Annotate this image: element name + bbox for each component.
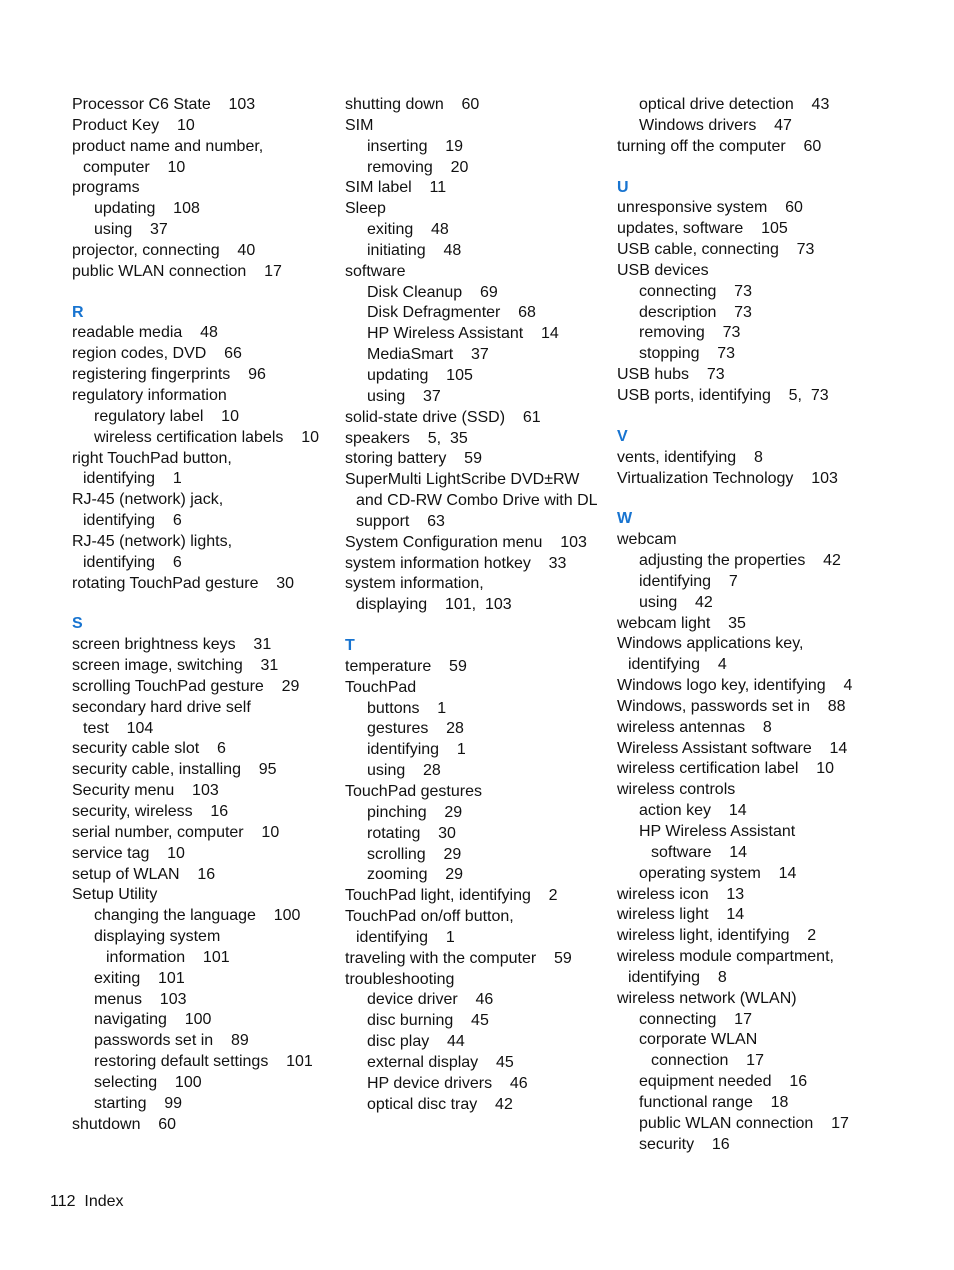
page-number: 112: [50, 1193, 76, 1210]
index-subentry: navigating 100: [94, 1011, 212, 1029]
index-entry: wireless light 14: [617, 906, 745, 924]
section-gap: [72, 594, 334, 614]
index-subentry: passwords set in 89: [94, 1032, 249, 1050]
index-entry: vents, identifying 8: [617, 448, 763, 466]
index-entry: software: [345, 262, 406, 280]
index-subentry: rotating 30: [367, 824, 456, 842]
index-subentry: HP Wireless Assistant: [639, 823, 796, 840]
index-entry: System Configuration menu 103: [345, 533, 587, 551]
index-subentry: exiting 48: [367, 221, 449, 239]
index-entry: USB hubs 73: [617, 366, 725, 384]
index-subentry: Disk Cleanup 69: [367, 283, 498, 301]
section-gap: [617, 158, 917, 178]
index-column-1: [72, 95, 334, 1136]
index-subentry: restoring default settings 101: [94, 1053, 313, 1071]
index-subentry: zooming 29: [367, 866, 464, 884]
index-entry: SIM label 11: [345, 179, 447, 197]
index-entry: troubleshooting: [345, 970, 455, 988]
index-entry: right TouchPad button,: [72, 449, 232, 467]
index-letter-heading: T: [345, 637, 355, 655]
index-entry-continuation: test 104: [83, 719, 154, 737]
index-entry-continuation: support 63: [356, 512, 445, 530]
index-letter-heading: U: [617, 178, 629, 196]
index-entry: secondary hard drive self: [72, 698, 251, 716]
index-subentry: selecting 100: [94, 1073, 202, 1091]
index-entry: projector, connecting 40: [72, 241, 256, 259]
index-entry: TouchPad gestures: [345, 783, 482, 800]
index-entry: speakers 5, 35: [345, 429, 468, 447]
section-gap: [617, 489, 917, 509]
index-entry: setup of WLAN 16: [72, 865, 216, 883]
index-entry: Security menu 103: [72, 782, 219, 800]
index-entry-continuation: displaying 101, 103: [356, 596, 512, 614]
index-subentry: disc play 44: [367, 1033, 465, 1051]
index-subentry: removing 20: [367, 158, 469, 176]
index-column-3: [617, 95, 917, 1156]
index-subentry: adjusting the properties 42: [639, 552, 841, 570]
index-entry: programs: [72, 179, 140, 197]
index-subentry: removing 73: [639, 324, 741, 342]
page-footer: [50, 1192, 124, 1212]
index-entry: screen brightness keys 31: [72, 636, 272, 654]
index-entry: temperature 59: [345, 657, 467, 675]
index-entry: TouchPad: [345, 678, 417, 696]
index-entry: webcam light 35: [617, 614, 746, 632]
index-entry: regulatory information: [72, 386, 227, 404]
index-subentry: functional range 18: [639, 1093, 789, 1111]
index-entry: wireless controls: [617, 781, 736, 799]
index-entry: wireless module compartment,: [617, 948, 834, 966]
index-subentry: exiting 101: [94, 969, 185, 987]
index-subentry: initiating 48: [367, 241, 462, 259]
index-entry: RJ-45 (network) jack,: [72, 491, 224, 509]
index-subentry: external display 45: [367, 1053, 514, 1071]
index-subentry: wireless certification labels 10: [94, 428, 319, 446]
index-entry: wireless light, identifying 2: [617, 927, 817, 945]
index-entry: Product Key 10: [72, 116, 195, 134]
index-subentry: connecting 73: [639, 282, 752, 300]
index-entry: security cable, installing 95: [72, 761, 277, 779]
index-subentry: optical disc tray 42: [367, 1095, 513, 1113]
index-subentry: changing the language 100: [94, 907, 301, 925]
section-gap: [72, 283, 334, 303]
index-entry: Processor C6 State 103: [72, 96, 256, 113]
index-entry: SuperMulti LightScribe DVD±RW: [345, 471, 580, 489]
index-entry-continuation: identifying 4: [628, 656, 727, 674]
index-entry: system information,: [345, 575, 484, 593]
index-subentry: security 16: [639, 1135, 730, 1153]
index-subentry: Disk Defragmenter 68: [367, 304, 536, 322]
index-subentry: using 37: [94, 221, 168, 239]
index-entry-continuation: identifying 1: [356, 928, 455, 946]
index-subentry: stopping 73: [639, 345, 736, 363]
index-subentry: updating 105: [367, 366, 473, 384]
index-entry: serial number, computer 10: [72, 823, 280, 841]
index-entry: USB devices: [617, 261, 709, 279]
index-entry: wireless certification label 10: [617, 760, 834, 778]
index-subentry: updating 108: [94, 200, 200, 218]
index-entry: shutdown 60: [72, 1115, 177, 1133]
index-entry: solid-state drive (SSD) 61: [345, 408, 541, 426]
index-subentry: MediaSmart 37: [367, 346, 489, 364]
index-subentry: description 73: [639, 303, 752, 321]
index-entry: Virtualization Technology 103: [617, 469, 838, 487]
index-letter-heading: V: [617, 427, 628, 445]
index-entry-continuation: and CD-RW Combo Drive with DL: [356, 492, 598, 510]
index-entry: wireless network (WLAN): [617, 989, 797, 1007]
index-entry: security cable slot 6: [72, 740, 226, 758]
index-entry-continuation: connection 17: [651, 1052, 764, 1070]
index-subentry: HP Wireless Assistant 14: [367, 325, 559, 343]
index-entry: Windows logo key, identifying 4: [617, 677, 853, 695]
index-entry: TouchPad light, identifying 2: [345, 887, 558, 905]
index-entry: wireless icon 13: [617, 885, 745, 903]
index-subentry: operating system 14: [639, 864, 797, 882]
index-subentry: corporate WLAN: [639, 1031, 758, 1049]
index-entry: storing battery 59: [345, 450, 482, 468]
index-entry: TouchPad on/off button,: [345, 908, 514, 926]
index-subentry: optical drive detection 43: [639, 96, 830, 113]
index-entry: rotating TouchPad gesture 30: [72, 574, 295, 592]
index-entry: Windows applications key,: [617, 635, 804, 653]
index-subentry: equipment needed 16: [639, 1073, 808, 1091]
index-entry: service tag 10: [72, 844, 185, 862]
index-letter-heading: W: [617, 510, 633, 528]
section-gap: [345, 616, 607, 636]
index-subentry: inserting 19: [367, 137, 464, 155]
index-subentry: menus 103: [94, 990, 187, 1008]
index-subentry: action key 14: [639, 802, 747, 820]
index-entry: wireless antennas 8: [617, 718, 772, 736]
index-subentry: connecting 17: [639, 1010, 752, 1028]
index-entry: SIM: [345, 116, 374, 134]
index-subentry: using 37: [367, 387, 441, 405]
index-entry: Setup Utility: [72, 886, 158, 904]
index-entry: unresponsive system 60: [617, 199, 803, 217]
index-entry-continuation: information 101: [106, 948, 230, 966]
index-subentry: starting 99: [94, 1094, 183, 1112]
index-entry: USB ports, identifying 5, 73: [617, 386, 829, 404]
index-entry: system information hotkey 33: [345, 554, 567, 572]
index-column-2: [345, 95, 607, 1116]
index-entry: readable media 48: [72, 324, 218, 342]
index-entry-continuation: identifying 8: [628, 968, 727, 986]
index-subentry: using 28: [367, 762, 441, 780]
index-entry: USB cable, connecting 73: [617, 241, 815, 259]
index-subentry: identifying 1: [367, 741, 466, 759]
index-subentry: public WLAN connection 17: [639, 1114, 849, 1132]
index-entry: traveling with the computer 59: [345, 949, 572, 967]
index-entry: webcam: [617, 531, 677, 549]
index-subentry: pinching 29: [367, 803, 463, 821]
index-entry-continuation: computer 10: [83, 158, 186, 176]
index-entry: region codes, DVD 66: [72, 345, 242, 363]
index-entry: Windows, passwords set in 88: [617, 697, 846, 715]
index-entry: security, wireless 16: [72, 803, 229, 820]
index-entry-continuation: identifying 1: [83, 470, 182, 488]
index-subentry: disc burning 45: [367, 1012, 489, 1030]
index-subentry: scrolling 29: [367, 845, 462, 863]
index-subentry: displaying system: [94, 928, 221, 946]
index-entry: shutting down 60: [345, 96, 480, 113]
index-subentry: device driver 46: [367, 991, 494, 1009]
index-entry: product name and number,: [72, 137, 264, 155]
index-entry: Sleep: [345, 200, 386, 218]
index-entry: Wireless Assistant software 14: [617, 739, 848, 757]
index-entry: turning off the computer 60: [617, 137, 822, 155]
index-entry: RJ-45 (network) lights,: [72, 532, 233, 550]
index-letter-heading: S: [72, 615, 83, 633]
index-entry: scrolling TouchPad gesture 29: [72, 677, 300, 695]
index-entry-continuation: identifying 6: [83, 553, 182, 571]
index-entry: updates, software 105: [617, 220, 788, 238]
index-entry: registering fingerprints 96: [72, 366, 266, 384]
index-subentry: buttons 1: [367, 699, 447, 717]
index-subentry: gestures 28: [367, 720, 464, 738]
index-letter-heading: R: [72, 303, 84, 321]
index-subentry: Windows drivers 47: [639, 116, 792, 134]
index-subentry: HP device drivers 46: [367, 1074, 528, 1092]
index-subentry: using 42: [639, 593, 713, 611]
index-entry-continuation: identifying 6: [83, 512, 182, 530]
index-entry: public WLAN connection 17: [72, 262, 282, 280]
footer-section-title: Index: [84, 1193, 124, 1210]
index-entry: screen image, switching 31: [72, 657, 279, 675]
section-gap: [617, 407, 917, 427]
index-subentry: regulatory label 10: [94, 407, 239, 425]
index-entry-continuation: software 14: [651, 843, 748, 861]
index-subentry: identifying 7: [639, 572, 738, 590]
